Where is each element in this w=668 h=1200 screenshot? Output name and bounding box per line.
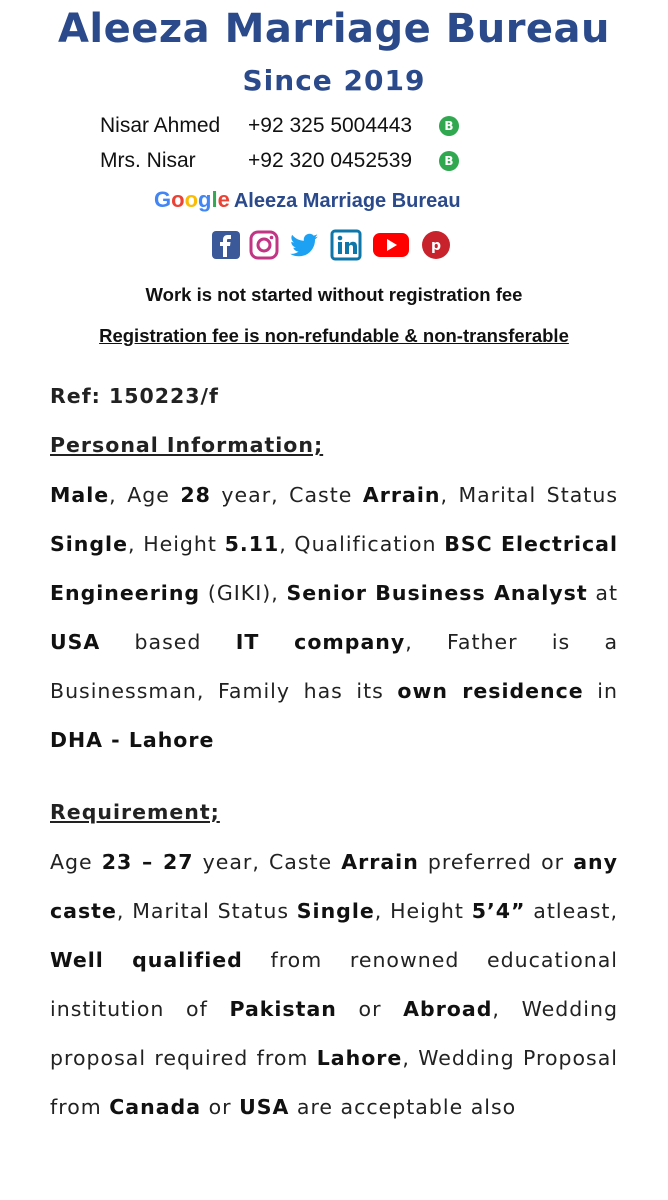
google-search-link[interactable] bbox=[154, 187, 461, 213]
google-search-text: Aleeza Marriage Bureau bbox=[233, 190, 461, 212]
text-segment: , Marital Status bbox=[440, 483, 619, 507]
highlighted-term: Male bbox=[50, 483, 110, 507]
text-segment: preferred or bbox=[418, 850, 574, 874]
highlighted-term: BSC Electrical Engineering bbox=[50, 532, 618, 605]
highlighted-term: Well qualified bbox=[50, 948, 243, 972]
text-segment: , Father is a Businessman, Family has its bbox=[50, 630, 619, 703]
google-logo: Google bbox=[154, 187, 230, 212]
text-segment: , Marital Status bbox=[116, 899, 297, 923]
highlighted-term: Canada bbox=[109, 1095, 202, 1119]
linkedin-icon[interactable] bbox=[330, 229, 362, 261]
highlighted-term: USA bbox=[50, 630, 101, 654]
instagram-icon[interactable] bbox=[248, 229, 280, 261]
highlighted-term: Arrain bbox=[341, 850, 419, 874]
highlighted-term: 5’4” bbox=[471, 899, 526, 923]
highlighted-term: DHA - Lahore bbox=[50, 728, 215, 752]
reference-number: Ref: 150223/f bbox=[50, 384, 219, 408]
highlighted-term: 5.11 bbox=[224, 532, 280, 556]
text-segment: atleast, bbox=[525, 899, 618, 923]
text-segment: (GIKI), bbox=[200, 581, 287, 605]
twitter-icon[interactable] bbox=[288, 229, 320, 261]
since-year: Since 2019 bbox=[242, 64, 426, 97]
highlighted-term: Single bbox=[50, 532, 128, 556]
text-segment: , Wedding Proposal from bbox=[50, 1046, 618, 1119]
contact-name: Mrs. Nisar bbox=[100, 149, 196, 172]
refund-policy-notice: Registration fee is non-refundable & non-transferable bbox=[99, 325, 569, 346]
svg-text:p: p bbox=[430, 238, 442, 254]
text-segment: year, Caste bbox=[210, 483, 363, 507]
pinterest-icon[interactable] bbox=[420, 229, 452, 261]
text-segment: in bbox=[583, 679, 618, 703]
text-segment: year, Caste bbox=[193, 850, 342, 874]
requirement-heading: Requirement; bbox=[50, 800, 220, 824]
text-segment: from renowned educational institution of bbox=[50, 948, 618, 1021]
highlighted-term: USA bbox=[239, 1095, 290, 1119]
highlighted-term: Arrain bbox=[362, 483, 441, 507]
contact-row-1 bbox=[100, 114, 480, 142]
contact-name: Nisar Ahmed bbox=[100, 114, 221, 137]
contact-phone[interactable]: +92 325 5004443 bbox=[248, 114, 413, 137]
text-segment: or bbox=[336, 997, 404, 1021]
requirement-paragraph bbox=[50, 838, 618, 1132]
text-segment: based bbox=[100, 630, 236, 654]
text-segment: , Height bbox=[128, 532, 225, 556]
highlighted-term: Abroad bbox=[403, 997, 493, 1021]
highlighted-term: IT company bbox=[235, 630, 406, 654]
text-segment: or bbox=[201, 1095, 240, 1119]
text-segment: at bbox=[587, 581, 619, 605]
text-segment: , Height bbox=[374, 899, 472, 923]
personal-info-paragraph bbox=[50, 471, 618, 765]
highlighted-term: Pakistan bbox=[229, 997, 337, 1021]
text-segment: , Wedding proposal required from bbox=[50, 997, 618, 1070]
highlighted-term: any caste bbox=[50, 850, 618, 923]
highlighted-term: 23 – 27 bbox=[101, 850, 194, 874]
contact-phone[interactable]: +92 320 0452539 bbox=[248, 149, 413, 172]
text-segment: are acceptable also bbox=[289, 1095, 517, 1119]
personal-info-heading: Personal Information; bbox=[50, 433, 324, 457]
highlighted-term: own residence bbox=[397, 679, 584, 703]
text-segment: , Qualification bbox=[279, 532, 445, 556]
text-segment: Age bbox=[50, 850, 102, 874]
contact-row-2 bbox=[100, 149, 480, 177]
highlighted-term: Senior Business Analyst bbox=[286, 581, 588, 605]
whatsapp-business-icon: B bbox=[439, 116, 459, 136]
bureau-title: Aleeza Marriage Bureau bbox=[57, 6, 611, 52]
text-segment: , Age bbox=[109, 483, 181, 507]
youtube-icon[interactable] bbox=[372, 231, 410, 259]
whatsapp-business-icon: B bbox=[439, 151, 459, 171]
facebook-icon[interactable] bbox=[210, 229, 242, 261]
highlighted-term: Single bbox=[296, 899, 375, 923]
registration-fee-notice: Work is not started without registration fee bbox=[145, 284, 523, 305]
highlighted-term: 28 bbox=[180, 483, 211, 507]
highlighted-term: Lahore bbox=[316, 1046, 403, 1070]
